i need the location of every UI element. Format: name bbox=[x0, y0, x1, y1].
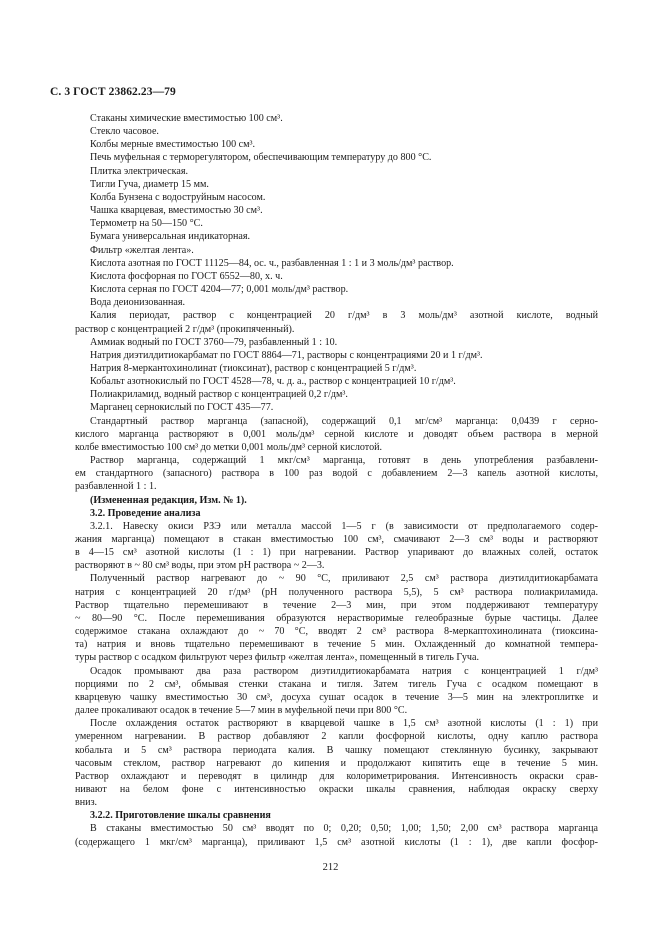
text-line: в 4—15 см³ азотной кислоты (1 : 1) при нагревании. Раствор упаривают до влажных солей, остаток bbox=[75, 547, 598, 559]
text-line: Раствор марганца, содержащий 1 мкг/см³ марганца, готовят в день употребления разбавлени- bbox=[90, 455, 598, 467]
text-line: ~ 80—90 °С. После перемешивания образуются нерастворимые гелеобразные бурые частицы. Далее bbox=[75, 612, 598, 624]
text-line: Калия периодат, раствор с концентрацией 20 г/дм³ в 3 моль/дм³ азотной кислоте, водный bbox=[90, 310, 598, 322]
text-line: Плитка электрическая. bbox=[90, 165, 188, 177]
text-line: В стаканы вместимостью 50 см³ вводят по 0; 0,20; 0,50; 1,00; 1,50; 2,00 см³ раствора марганца bbox=[90, 823, 598, 835]
text-line: Колба Бунзена с водоструйным насосом. bbox=[90, 191, 266, 203]
page-header: С. 3 ГОСТ 23862.23—79 bbox=[50, 86, 176, 98]
text-line: Фильтр «желтая лента». bbox=[90, 244, 194, 256]
text-line: Марганец сернокислый по ГОСТ 435—77. bbox=[90, 402, 274, 414]
text-line: раствор с концентрацией 2 г/дм³ (прокипяченный). bbox=[75, 323, 295, 335]
text-line: Термометр на 50—150 °С. bbox=[90, 218, 203, 230]
text-line: После охлаждения остаток растворяют в кварцевой чашке в 1,5 см³ азотной кислоты (1 : 1) при bbox=[90, 718, 598, 730]
text-line: Чашка кварцевая, вместимостью 30 см³. bbox=[90, 205, 263, 217]
text-line: Полученный раствор нагревают до ~ 90 °С, приливают 2,5 см³ раствора диэтилдитиокарбамата bbox=[90, 573, 598, 585]
text-line: натрия с концентрацией 20 г/дм³ (рН полученного раствора 5,5), 5 см³ раствора полиакриламида. bbox=[75, 586, 598, 598]
text-line: ем стандартного (запасного) раствора в 100 раз водой с добавлением 2—3 капель азотной кислоты, bbox=[75, 468, 598, 480]
text-line: та) натрия и вновь тщательно перемешивают в течение 5 мин. Охлажденный до комнатной темпера- bbox=[75, 639, 598, 651]
text-line: Кислота серная по ГОСТ 4204—77; 0,001 моль/дм³ раствор. bbox=[90, 284, 349, 296]
text-line: растворяют в ~ 80 см³ воды, при этом рН раствора ~ 2—3. bbox=[75, 560, 325, 572]
text-line: жания марганца) помещают в стакан вместимостью 100 см³, смачивают 2—3 см³ воды и растворяют bbox=[75, 534, 598, 545]
text-line: Тигли Гуча, диаметр 15 мм. bbox=[90, 178, 209, 190]
text-line: Стаканы химические вместимостью 100 см³. bbox=[90, 113, 283, 124]
text-line: колбе вместимостью 100 см³ до метки 0,001 моль/дм³ серной кислотой. bbox=[75, 441, 383, 453]
text-line: Раствор охлаждают и переводят в цилиндр для колориметрирования. Интенсивность окраски срав- bbox=[75, 770, 598, 782]
section-heading: 3.2. Проведение анализа bbox=[90, 507, 201, 519]
text-line: далее прокаливают осадок в течение 5—7 мин в муфельной печи при 800 °С. bbox=[75, 705, 408, 717]
text-line: Колбы мерные вместимостью 100 см³. bbox=[90, 139, 256, 151]
text-line: Печь муфельная с терморегулятором, обеспечивающим температуру до 800 °С. bbox=[90, 152, 432, 164]
text-line: Бумага универсальная индикаторная. bbox=[90, 231, 251, 243]
text-line: Стандартный раствор марганца (запасной), содержащий 0,1 мг/см³ марганца: 0,0439 г серно- bbox=[90, 415, 598, 427]
section-heading: 3.2.2. Приготовление шкалы сравнения bbox=[90, 810, 271, 822]
text-line: Кислота азотная по ГОСТ 11125—84, ос. ч., разбавленная 1 : 1 и 3 моль/дм³ раствор. bbox=[90, 257, 454, 269]
text-line: Стекло часовое. bbox=[90, 126, 159, 138]
text-line: Осадок промывают два раза раствором диэтилдитиокарбамата натрия с концентрацией 1 г/дм³ bbox=[90, 665, 598, 677]
text-line: туры раствор с осадком фильтруют через фильтр «желтая лента», помещенный в тигель Гуча. bbox=[75, 652, 479, 664]
text-line: Натрия 8-меркантохинолинат (тиоксинат), раствор с концентрацией 5 г/дм³. bbox=[90, 362, 417, 374]
text-line: кварцевую чашку вместимостью 30 см³, досуха сушат осадок в течение 3—5 мин на электроплитке и bbox=[75, 691, 598, 703]
text-line: вниз. bbox=[75, 797, 98, 809]
text-line: Натрия диэтилдитиокарбамат по ГОСТ 8864—71, растворы с концентрациями 20 и 1 г/дм³. bbox=[90, 349, 483, 361]
text-line: Аммиак водный по ГОСТ 3760—79, разбавленный 1 : 10. bbox=[90, 336, 338, 348]
page-number: 212 bbox=[322, 862, 339, 873]
text-line: Раствор тщательно перемешивают в течение 2—3 мин, при этом поддерживают температуру bbox=[75, 599, 598, 611]
text-line: часовым стеклом, раствор нагревают до кипения и продолжают кипятить еще в течение 5 мин. bbox=[75, 757, 598, 769]
text-line: Вода деионизованная. bbox=[90, 297, 186, 309]
text-line: нивают на белом фоне с интенсивностью окраски шкалы сравнения, наблюдая окраску сверху bbox=[75, 783, 598, 795]
text-line: Кислота фосфорная по ГОСТ 6552—80, х. ч. bbox=[90, 270, 283, 282]
text-line: умеренном нагревании. В раствор добавляют 2 капли фосфорной кислоты, одну каплю раствора bbox=[75, 731, 598, 743]
text-line: (содержащего 1 мкг/см³ марганца), приливают 1,5 см³ азотной кислоты (1 : 1), две капли фосфор- bbox=[75, 836, 598, 848]
amendment-note: (Измененная редакция, Изм. № 1). bbox=[90, 494, 247, 506]
text-line: Кобальт азотнокислый по ГОСТ 4528—78, ч. д. а., раствор с концентрацией 10 г/дм³. bbox=[90, 376, 456, 388]
text-line: 3.2.1. Навеску окиси РЗЭ или металла массой 1—5 г (в зависимости от предполагаемого содер- bbox=[90, 520, 598, 532]
text-line: разбавленной 1 : 1. bbox=[75, 481, 157, 493]
text-line: порциями по 2 см³, обмывая стенки стакана и тигля. Затем тигель Гуча с осадком помещают в bbox=[75, 678, 598, 690]
text-line: содержимое стакана охлаждают до ~ 70 °С, вводят 2 см³ раствора 8-меркаптохинолината (тиоксина- bbox=[75, 626, 598, 638]
document-body bbox=[75, 112, 598, 849]
text-line: кислого марганца растворяют в 0,001 моль/дм³ серной кислоте и доводят объем раствора в мерной bbox=[75, 428, 598, 440]
text-line: кобальта и 5 см³ раствора периодата калия. В чашку помещают стеклянную бусинку, закрывают bbox=[75, 744, 598, 756]
text-line: Полиакриламид, водный раствор с концентрацией 0,2 г/дм³. bbox=[90, 389, 348, 401]
